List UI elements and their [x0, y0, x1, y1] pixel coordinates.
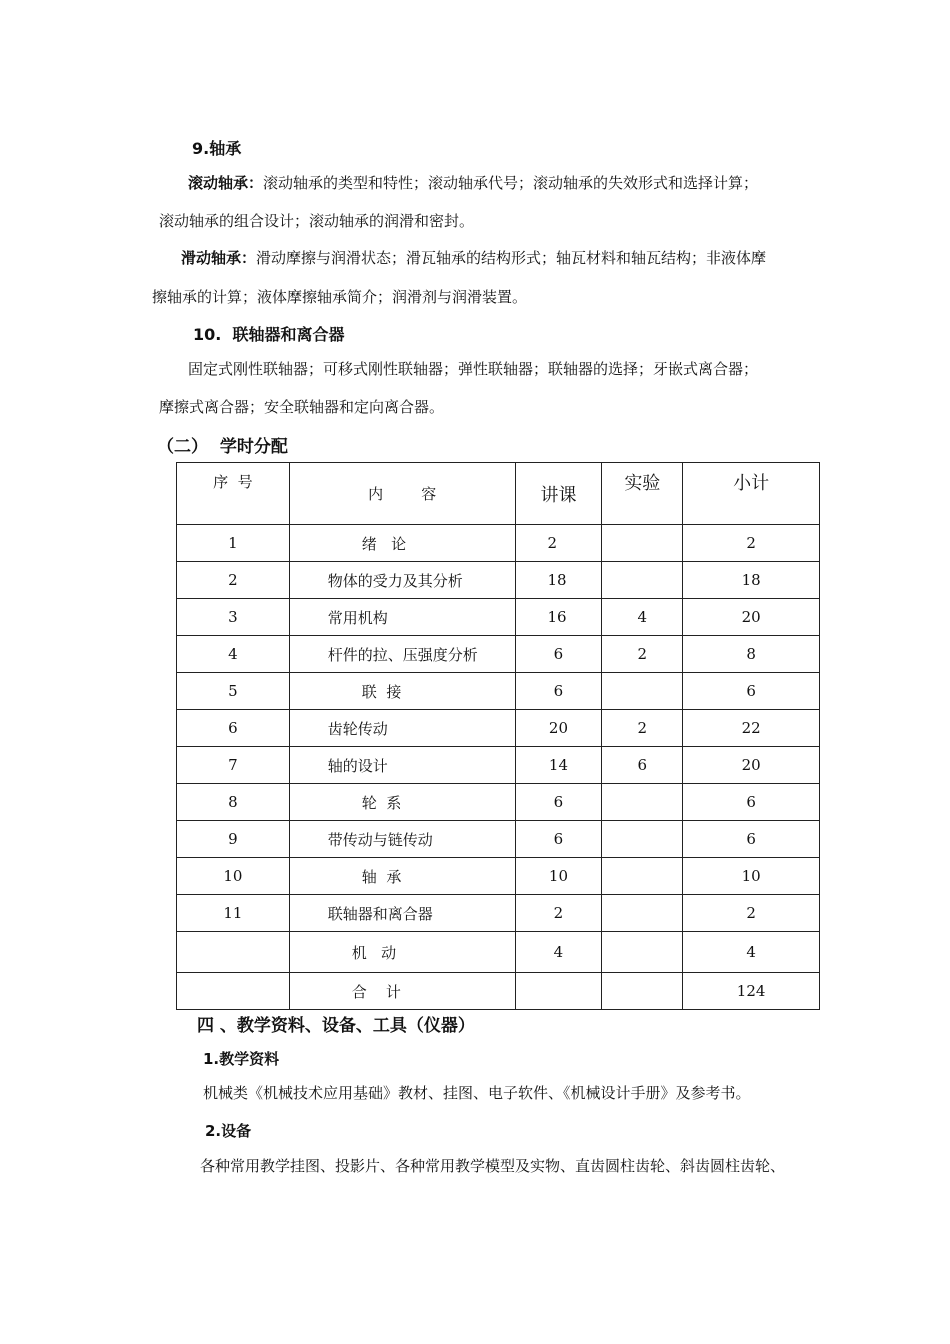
cell-content: 轴 承 [289, 858, 515, 895]
cell-subtotal: 20 [683, 599, 820, 636]
cell-index: 9 [177, 821, 290, 858]
table-row [177, 747, 820, 784]
table-row [177, 895, 820, 932]
cell-subtotal: 6 [683, 784, 820, 821]
cell-total-value: 124 [683, 973, 820, 1010]
sliding-bearing-label: 滑动轴承： [181, 249, 257, 267]
table-row [177, 710, 820, 747]
cell-index: 5 [177, 673, 290, 710]
cell-index: 3 [177, 599, 290, 636]
cell-total-label: 合 计 [289, 973, 515, 1010]
cell-index: 2 [177, 562, 290, 599]
table-row [177, 858, 820, 895]
cell-lecture: 6 [515, 821, 602, 858]
cell-content: 联 接 [289, 673, 515, 710]
header-lecture: 讲课 [515, 463, 602, 525]
table-row [177, 599, 820, 636]
cell-content: 物体的受力及其分析 [289, 562, 515, 599]
cell-index: 7 [177, 747, 290, 784]
hours-table [176, 462, 820, 1010]
cell-content: 带传动与链传动 [289, 821, 515, 858]
cell-content: 杆件的拉、压强度分析 [289, 636, 515, 673]
rolling-bearing-paragraph-line1 [188, 173, 758, 193]
cell-lecture: 16 [515, 599, 602, 636]
cell-lab: 4 [602, 599, 683, 636]
cell-lab: 6 [602, 747, 683, 784]
table-row [177, 525, 820, 562]
coupling-heading: 10. 联轴器和离合器 [193, 325, 345, 344]
cell-subtotal: 2 [683, 525, 820, 562]
cell-lecture: 14 [515, 747, 602, 784]
cell-lecture: 6 [515, 784, 602, 821]
cell-lecture: 18 [515, 562, 602, 599]
cell-subtotal: 8 [683, 636, 820, 673]
cell-index: 11 [177, 895, 290, 932]
hours-heading: （二） 学时分配 [157, 437, 288, 457]
cell-lab [602, 932, 683, 973]
cell-lab [602, 973, 683, 1010]
table-header-row [177, 463, 820, 525]
cell-lab [602, 525, 683, 562]
cell-content: 常用机构 [289, 599, 515, 636]
rolling-bearing-text2: 滚动轴承的组合设计；滚动轴承的润滑和密封。 [159, 212, 475, 230]
cell-content: 机 动 [289, 932, 515, 973]
cell-index: 8 [177, 784, 290, 821]
cell-lab [602, 821, 683, 858]
header-content: 内 容 [289, 463, 515, 525]
sliding-bearing-paragraph-line1 [181, 248, 766, 268]
bearing-heading: 9.轴承 [192, 139, 242, 158]
table-total-row [177, 973, 820, 1010]
cell-lab [602, 562, 683, 599]
table-row [177, 821, 820, 858]
cell-lecture: 6 [515, 636, 602, 673]
cell-content: 联轴器和离合器 [289, 895, 515, 932]
cell-subtotal: 22 [683, 710, 820, 747]
rolling-bearing-label: 滚动轴承： [188, 174, 264, 192]
coupling-text2: 摩擦式离合器；安全联轴器和定向离合器。 [159, 398, 445, 416]
cell-lecture: 2 [515, 525, 602, 562]
cell-content: 轮 系 [289, 784, 515, 821]
cell-subtotal: 10 [683, 858, 820, 895]
cell-content: 轴的设计 [289, 747, 515, 784]
header-lab: 实验 [602, 463, 683, 525]
cell-index: 10 [177, 858, 290, 895]
cell-lecture: 4 [515, 932, 602, 973]
cell-lab: 2 [602, 710, 683, 747]
cell-subtotal: 4 [683, 932, 820, 973]
cell-content: 齿轮传动 [289, 710, 515, 747]
cell-subtotal: 2 [683, 895, 820, 932]
cell-index: 6 [177, 710, 290, 747]
cell-content: 绪 论 [289, 525, 515, 562]
table-row [177, 673, 820, 710]
cell-lecture: 10 [515, 858, 602, 895]
sliding-bearing-text1: 滑动摩擦与润滑状态；滑瓦轴承的结构形式；轴瓦材料和轴瓦结构；非液体摩 [256, 249, 767, 267]
rolling-bearing-text1: 滚动轴承的类型和特性；滚动轴承代号；滚动轴承的失效形式和选择计算； [263, 174, 759, 192]
cell-lecture: 2 [515, 895, 602, 932]
table-row [177, 784, 820, 821]
resources-sub1-text: 机械类《机械技术应用基础》教材、挂图、电子软件、《机械设计手册》及参考书。 [203, 1084, 751, 1102]
cell-subtotal: 20 [683, 747, 820, 784]
cell-lecture: 20 [515, 710, 602, 747]
resources-sub1-heading: 1.教学资料 [203, 1050, 280, 1068]
cell-lecture: 6 [515, 673, 602, 710]
resources-sub2-heading: 2.设备 [205, 1122, 252, 1140]
table-row [177, 562, 820, 599]
cell-index [177, 973, 290, 1010]
cell-subtotal: 6 [683, 673, 820, 710]
cell-subtotal: 6 [683, 821, 820, 858]
cell-lab [602, 858, 683, 895]
resources-sub2-text: 各种常用教学挂图、投影片、各种常用教学模型及实物、直齿圆柱齿轮、斜齿圆柱齿轮、 [200, 1157, 786, 1175]
cell-index: 4 [177, 636, 290, 673]
table-row [177, 932, 820, 973]
cell-lab [602, 673, 683, 710]
coupling-text1: 固定式刚性联轴器；可移式刚性联轴器；弹性联轴器；联轴器的选择；牙嵌式离合器； [188, 360, 759, 378]
header-subtotal: 小计 [683, 463, 820, 525]
cell-subtotal: 18 [683, 562, 820, 599]
sliding-bearing-text2: 擦轴承的计算；液体摩擦轴承简介；润滑剂与润滑装置。 [152, 288, 528, 306]
cell-index [177, 932, 290, 973]
table-row [177, 636, 820, 673]
cell-lab [602, 784, 683, 821]
resources-heading: 四 、教学资料、设备、工具（仪器） [197, 1016, 475, 1036]
cell-lecture [515, 973, 602, 1010]
cell-lab: 2 [602, 636, 683, 673]
cell-lab [602, 895, 683, 932]
header-index: 序 号 [177, 463, 290, 525]
cell-index: 1 [177, 525, 290, 562]
